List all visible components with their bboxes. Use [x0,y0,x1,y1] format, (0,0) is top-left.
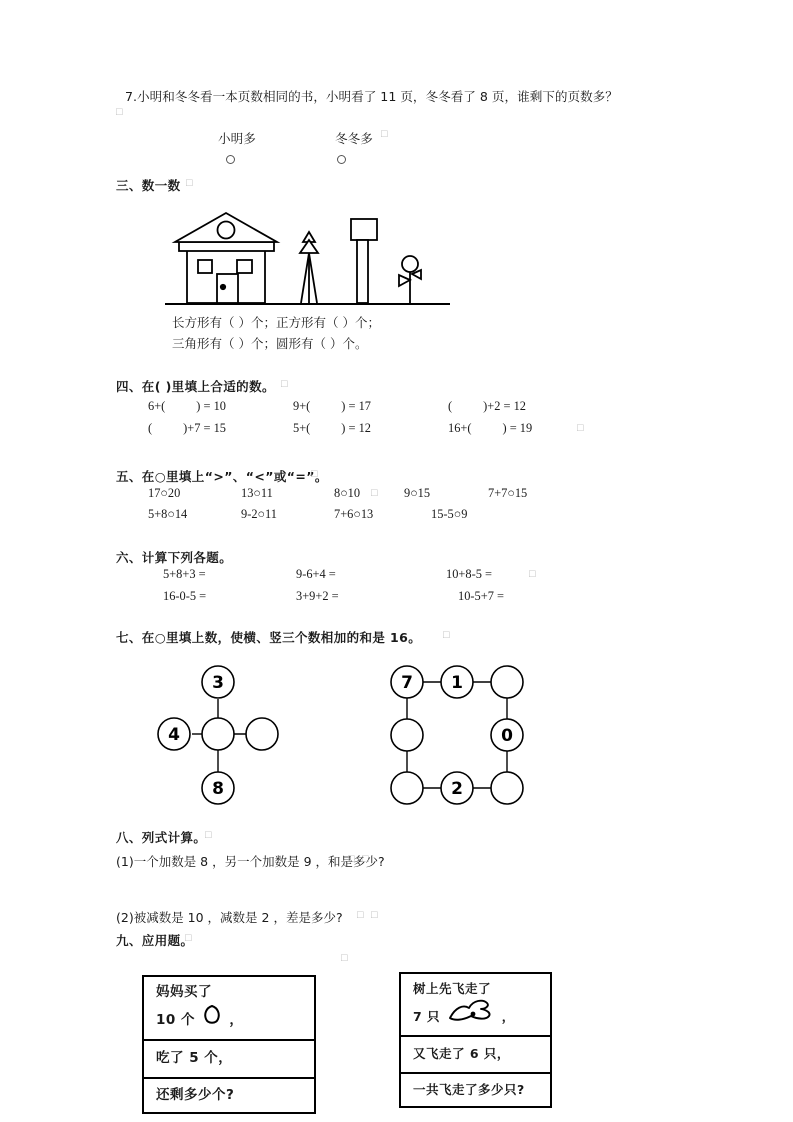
calculation-item[interactable]: 10-5+7 = [458,589,504,603]
section-8-question-1: (1)一个加数是 8 ，另一个加数是 9 ，和是多少? [116,854,385,869]
comparison-item[interactable]: 15-5○9 [431,507,468,521]
word-problem-left-text-1a: 妈妈买了 [156,983,212,1000]
placeholder-glyph [311,468,318,480]
placeholder-glyph [381,128,388,140]
shape-counting-illustration [165,208,450,308]
shape-count-line-2: 三角形有（ ）个；圆形有（ ）个。 [172,336,368,351]
equation-blank[interactable]: 9+( ) = 17 [293,399,371,413]
cross-number-puzzle[interactable] [152,662,292,812]
option-dongdong-label: 冬冬多 [335,131,373,146]
section-5-heading: 五、在○里填上“>”、“<”或“=”。 [116,469,328,484]
word-problem-left-line-1 [144,977,314,1039]
comparison-item[interactable]: 9○15 [404,486,431,500]
word-problem-right-text-1b: 7 只 [413,1009,441,1024]
placeholder-glyph [281,378,288,390]
equation-blank[interactable]: 16+( ) = 19 [448,421,533,435]
placeholder-glyph [577,422,584,434]
option-xiaoming-radio[interactable] [226,155,235,164]
placeholder-glyph [529,568,536,580]
comparison-item[interactable]: 8○10 [334,486,361,500]
word-problem-box-right [399,972,552,1108]
section-7-heading: 七、在○里填上数，使横、竖三个数相加的和是 16。 [116,630,422,645]
section-8-question-2: (2)被减数是 10 ，减数是 2 ，差是多少? [116,910,343,925]
cross-node-bottom: 8 [212,779,224,799]
equation-blank[interactable]: 5+( ) = 12 [293,421,371,435]
section-3-heading: 三、数一数 [116,178,181,193]
word-problem-right-text-1a: 树上先飞走了 [413,980,492,996]
section-6-heading: 六、计算下列各题。 [116,550,233,565]
placeholder-glyph [116,106,123,118]
placeholder-glyph [371,909,378,921]
word-problem-right-text-3: 一共飞走了多少只? [413,1081,525,1097]
calculation-item[interactable]: 10+8-5 = [446,567,492,581]
section-5-row-2 [148,507,688,527]
square-node-mid-right: 0 [501,726,513,746]
word-problem-right-text-2: 又飞走了 6 只， [413,1046,510,1062]
comparison-item[interactable]: 9-2○11 [241,507,277,521]
equation-blank[interactable]: ( )+2 = 12 [448,399,526,413]
comparison-item[interactable]: 13○11 [241,486,273,500]
shape-count-line-1: 长方形有（ ）个；正方形有（ ）个； [172,315,380,330]
word-problem-left-text-2: 吃了 5 个， [156,1050,233,1067]
peach-icon [202,1003,222,1034]
placeholder-glyph [357,909,364,921]
comparison-item[interactable]: 5+8○14 [148,507,188,521]
option-xiaoming-label: 小明多 [218,131,256,146]
placeholder-glyph [341,952,348,964]
section-6-row-1 [148,567,668,587]
option-dongdong-radio[interactable] [337,155,346,164]
word-problem-left-line-3 [144,1077,314,1112]
equation-blank[interactable]: 6+( ) = 10 [148,399,226,413]
placeholder-glyph [362,853,369,865]
question-7-text: 7.小明和冬冬看一本页数相同的书，小明看了 11 页，冬冬看了 8 页，谁剩下的页数多？ [125,89,618,104]
section-8-heading: 八、列式计算。 [116,830,207,845]
word-problem-left-line-2 [144,1039,314,1077]
square-node-bottom-mid: 2 [451,779,463,799]
placeholder-glyph [205,829,212,841]
section-4-row-2 [148,421,668,441]
section-9-heading: 九、应用题。 [116,933,194,948]
square-number-puzzle[interactable] [388,662,538,812]
calculation-item[interactable]: 3+9+2 = [296,589,339,603]
section-5-row-1 [148,486,688,506]
calculation-item[interactable]: 5+8+3 = [163,567,206,581]
word-problem-left-text-1tail: ， [229,1011,244,1028]
placeholder-glyph [371,487,378,499]
placeholder-glyph [185,932,192,944]
square-node-top-left: 7 [401,673,413,693]
calculation-item[interactable]: 9-6+4 = [296,567,336,581]
cross-node-left: 4 [168,725,180,745]
calculation-item[interactable]: 16-0-5 = [163,589,207,603]
word-problem-left-text-1b: 10 个 [156,1011,195,1028]
equation-blank[interactable]: ( )+7 = 15 [148,421,226,435]
word-problem-right-line-3 [401,1072,550,1106]
comparison-item[interactable]: 7+6○13 [334,507,374,521]
word-problem-box-left [142,975,316,1114]
word-problem-left-text-3: 还剩多少个? [156,1086,235,1103]
section-4-heading: 四、在( )里填上合适的数。 [116,379,275,394]
section-6-row-2 [148,589,668,609]
bird-icon [447,998,495,1029]
placeholder-glyph [186,177,193,189]
word-problem-right-line-1 [401,974,550,1035]
cross-node-top: 3 [212,673,224,693]
placeholder-glyph [348,853,355,865]
square-node-top-mid: 1 [451,673,463,693]
word-problem-right-text-1tail: ， [501,1009,515,1024]
comparison-item[interactable]: 17○20 [148,486,181,500]
word-problem-right-line-2 [401,1035,550,1072]
section-4-row-1 [148,399,668,419]
placeholder-glyph [443,629,450,641]
comparison-item[interactable]: 7+7○15 [488,486,528,500]
